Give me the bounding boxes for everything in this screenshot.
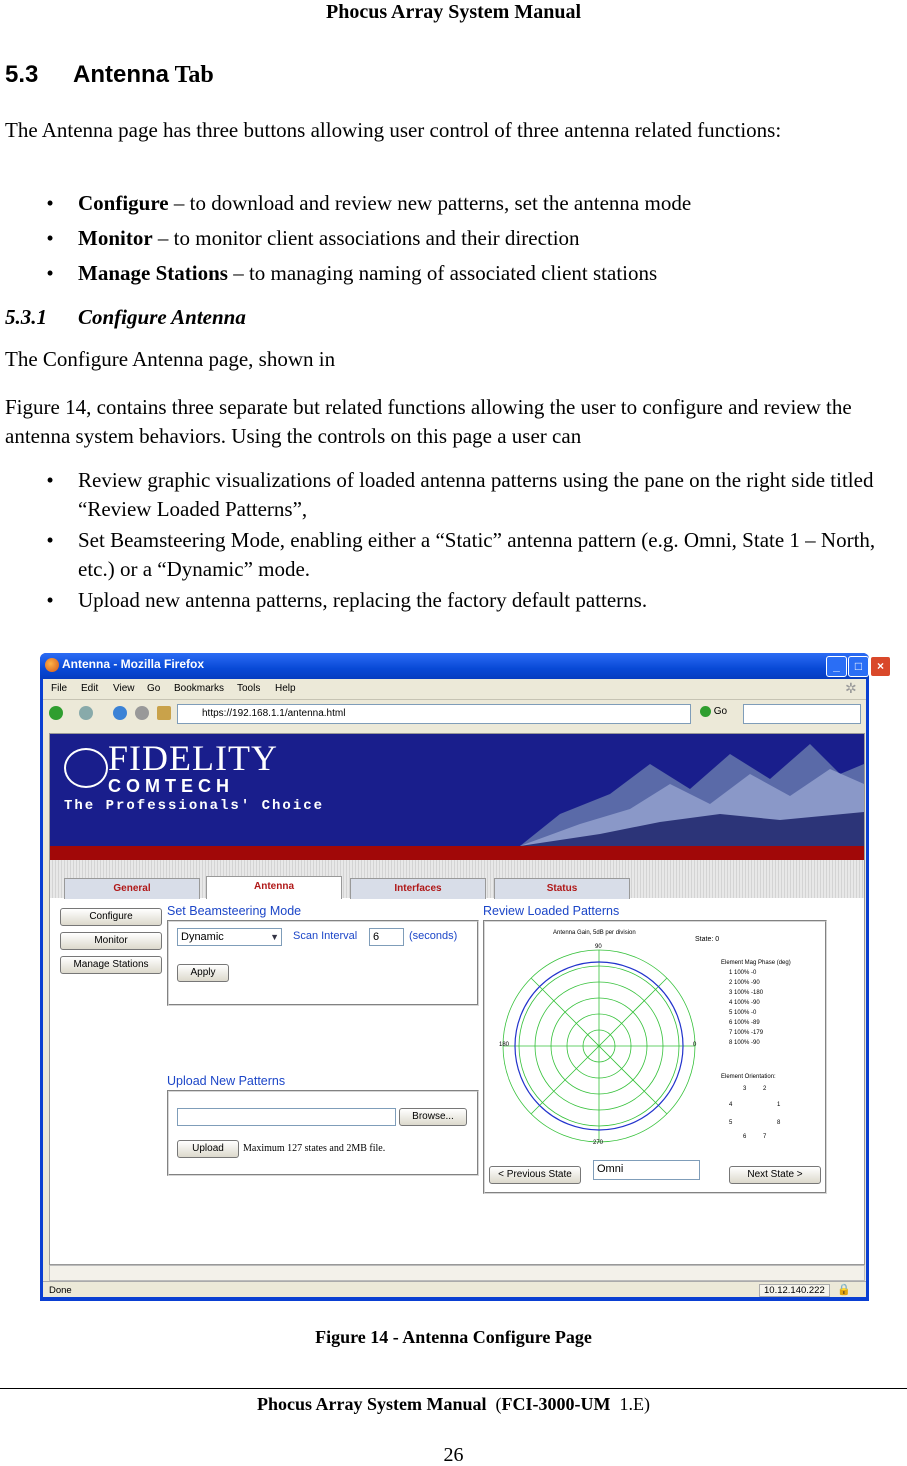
- forward-icon[interactable]: [79, 706, 93, 720]
- screenshot-window: [40, 653, 884, 1301]
- menu-file[interactable]: File: [51, 683, 68, 694]
- horizontal-scrollbar[interactable]: [49, 1265, 865, 1281]
- orientation-5: 5: [729, 1120, 733, 1126]
- window-title: Antenna - Mozilla Firefox: [62, 657, 205, 671]
- logo-tagline: The Professionals' Choice: [64, 798, 325, 814]
- list-item-text: – to download and review new patterns, set the antenna mode: [168, 191, 692, 215]
- banner: [50, 734, 864, 846]
- chevron-down-icon: ▼: [270, 932, 279, 942]
- menu-edit[interactable]: Edit: [81, 683, 99, 694]
- mountain-image: [520, 734, 864, 846]
- element-table-header: Element Mag Phase (deg): [721, 960, 791, 966]
- list-item-bold: Monitor: [78, 226, 153, 250]
- title-bar: [40, 653, 884, 679]
- logo-line2: COMTECH: [108, 776, 234, 796]
- mode-select[interactable]: [177, 928, 282, 946]
- function-list: [40, 189, 890, 294]
- element-row: 1 100% -0: [729, 970, 757, 976]
- menu-bar: [43, 679, 866, 697]
- element-row: 4 100% -90: [729, 1000, 760, 1006]
- list-item: [40, 259, 890, 294]
- scan-interval-unit: (seconds): [409, 930, 458, 942]
- file-path-input[interactable]: [177, 1108, 396, 1126]
- tab-antenna[interactable]: Antenna: [206, 876, 342, 899]
- orientation-2: 2: [763, 1086, 767, 1092]
- figure-caption: Figure 14 - Antenna Configure Page: [315, 1327, 592, 1347]
- paragraph: The Configure Antenna page, shown in: [5, 347, 336, 371]
- subsection-title: Configure Antenna: [78, 305, 246, 329]
- list-item: [40, 224, 890, 259]
- bullet: •: [46, 261, 54, 285]
- upload-title: Upload New Patterns: [167, 1074, 286, 1088]
- footer-paren-open: (: [495, 1394, 502, 1414]
- bullet: •: [46, 528, 54, 552]
- list-item-text: Set Beamsteering Mode, enabling either a “Static” antenna pattern (e.g. Omni, State 1 – North, etc.) or a “Dynamic” mode.: [78, 528, 876, 581]
- menu-bookmarks[interactable]: Bookmarks: [174, 683, 225, 694]
- menu-view[interactable]: View: [113, 683, 135, 694]
- bullet: •: [46, 226, 54, 250]
- tab-status[interactable]: Status: [494, 878, 630, 899]
- reload-icon[interactable]: [113, 706, 127, 720]
- list-item: [40, 586, 890, 616]
- angle-180: 180: [499, 1042, 510, 1048]
- list-item: [40, 466, 890, 526]
- stop-icon[interactable]: [135, 706, 149, 720]
- minimize-button[interactable]: _: [826, 656, 847, 677]
- list-item-text: – to monitor client associations and their direction: [152, 226, 580, 250]
- section-heading: [5, 60, 214, 90]
- subsection-number: 5.3.1: [5, 305, 47, 329]
- feature-list: [40, 466, 890, 616]
- throbber-icon: ✲: [845, 680, 857, 696]
- list-item: [40, 526, 890, 586]
- footer-rule: [0, 1388, 907, 1389]
- nav-bar: [43, 699, 866, 728]
- intro-paragraph: The Antenna page has three buttons allowing user control of three antenna related functions:: [5, 118, 782, 142]
- polar-plot: [485, 922, 821, 1154]
- paragraph: Figure 14, contains three separate but related functions allowing the user to configure and review the antenna system behaviors. Using the controls on this page a user can: [5, 395, 852, 448]
- element-row: 7 100% -179: [729, 1030, 764, 1036]
- scan-interval-label: Scan Interval: [293, 930, 358, 942]
- orientation-3: 3: [743, 1086, 747, 1092]
- review-panel: [483, 920, 827, 1194]
- list-item-text: – to managing naming of associated client stations: [227, 261, 658, 285]
- state-label: State: 0: [695, 936, 720, 943]
- back-icon[interactable]: [49, 706, 63, 720]
- section-number: 5.3: [5, 61, 39, 88]
- bullet: •: [46, 191, 54, 215]
- element-row: 3 100% -180: [729, 990, 764, 996]
- list-item: [40, 189, 890, 224]
- tab-general[interactable]: General: [64, 878, 200, 899]
- previous-state-button[interactable]: < Previous State: [489, 1166, 581, 1184]
- next-state-button[interactable]: Next State >: [729, 1166, 821, 1184]
- angle-90: 90: [595, 944, 602, 950]
- element-row: 6 100% -89: [729, 1020, 760, 1026]
- orientation-1: 1: [777, 1102, 781, 1108]
- menu-help[interactable]: Help: [275, 683, 296, 694]
- element-row: 5 100% -0: [729, 1010, 757, 1016]
- mode-value: Dynamic: [181, 931, 224, 943]
- orientation-4: 4: [729, 1102, 733, 1108]
- section-title-part1: Antenna: [73, 61, 169, 88]
- red-bar: [50, 846, 864, 860]
- web-page: [49, 733, 865, 1265]
- state-name-input[interactable]: Omni: [593, 1160, 700, 1180]
- go-icon: [700, 706, 711, 717]
- bullet: •: [46, 468, 54, 492]
- beamsteering-panel: [167, 920, 479, 1006]
- tab-interfaces[interactable]: Interfaces: [350, 878, 486, 899]
- footer-title: Phocus Array System Manual: [257, 1394, 487, 1414]
- page-header: Phocus Array System Manual: [326, 1, 581, 23]
- maximize-button[interactable]: □: [848, 656, 869, 677]
- apply-button[interactable]: Apply: [177, 964, 229, 982]
- home-icon[interactable]: [157, 706, 171, 720]
- upload-panel: [167, 1090, 479, 1176]
- url-text: https://192.168.1.1/antenna.html: [202, 708, 346, 719]
- element-row: 2 100% -90: [729, 980, 760, 986]
- page-number: 26: [443, 1444, 464, 1466]
- url-input[interactable]: [177, 704, 691, 724]
- browse-button[interactable]: Browse...: [399, 1108, 467, 1126]
- angle-270: 270: [593, 1140, 604, 1146]
- list-item-text: Upload new antenna patterns, replacing the factory default patterns.: [78, 588, 648, 612]
- scan-interval-input[interactable]: 6: [369, 928, 404, 946]
- section-title-part2: Tab: [174, 62, 214, 88]
- list-item-bold: Configure: [78, 191, 169, 215]
- status-text: Done: [49, 1285, 72, 1296]
- subsection-heading: [5, 303, 246, 331]
- footer-revision: 1.E: [619, 1394, 644, 1414]
- configure-button[interactable]: Configure: [60, 908, 162, 926]
- logo-globe-icon: [64, 748, 108, 788]
- menu-tools[interactable]: Tools: [237, 683, 261, 694]
- review-title: Review Loaded Patterns: [483, 904, 620, 918]
- logo-line1: FIDELITY: [108, 738, 278, 778]
- angle-0: 0: [693, 1042, 697, 1048]
- close-button[interactable]: ×: [870, 656, 891, 677]
- beamsteering-title: Set Beamsteering Mode: [167, 904, 302, 918]
- bullet: •: [46, 588, 54, 612]
- orientation-8: 8: [777, 1120, 781, 1126]
- orientation-6: 6: [743, 1134, 747, 1140]
- list-item-text: Review graphic visualizations of loaded antenna patterns using the pane on the right side titled “Review Loaded Patterns”,: [78, 468, 874, 521]
- lock-icon: 🔒: [837, 1284, 851, 1296]
- go-label: Go: [713, 706, 728, 718]
- orientation-7: 7: [763, 1134, 767, 1140]
- search-input[interactable]: [743, 704, 861, 724]
- firefox-icon: [45, 658, 59, 672]
- plot-title: Antenna Gain, 5dB per division: [553, 930, 636, 936]
- footer-code: FCI-3000-UM: [501, 1394, 611, 1414]
- element-row: 8 100% -90: [729, 1040, 760, 1046]
- footer-paren-close: ): [643, 1394, 650, 1414]
- status-bar: [43, 1281, 866, 1298]
- status-ip: 10.12.140.222: [759, 1284, 830, 1297]
- orientation-label: Element Orientation:: [721, 1074, 776, 1080]
- browser-body: [43, 679, 866, 1297]
- menu-go[interactable]: Go: [147, 683, 161, 694]
- manage-stations-button[interactable]: Manage Stations: [60, 956, 162, 974]
- list-item-bold: Manage Stations: [78, 261, 228, 285]
- upload-note: Maximum 127 states and 2MB file.: [243, 1143, 386, 1154]
- go-button[interactable]: [700, 706, 727, 717]
- upload-button[interactable]: Upload: [177, 1140, 239, 1158]
- monitor-button[interactable]: Monitor: [60, 932, 162, 950]
- page-footer: [0, 1392, 907, 1416]
